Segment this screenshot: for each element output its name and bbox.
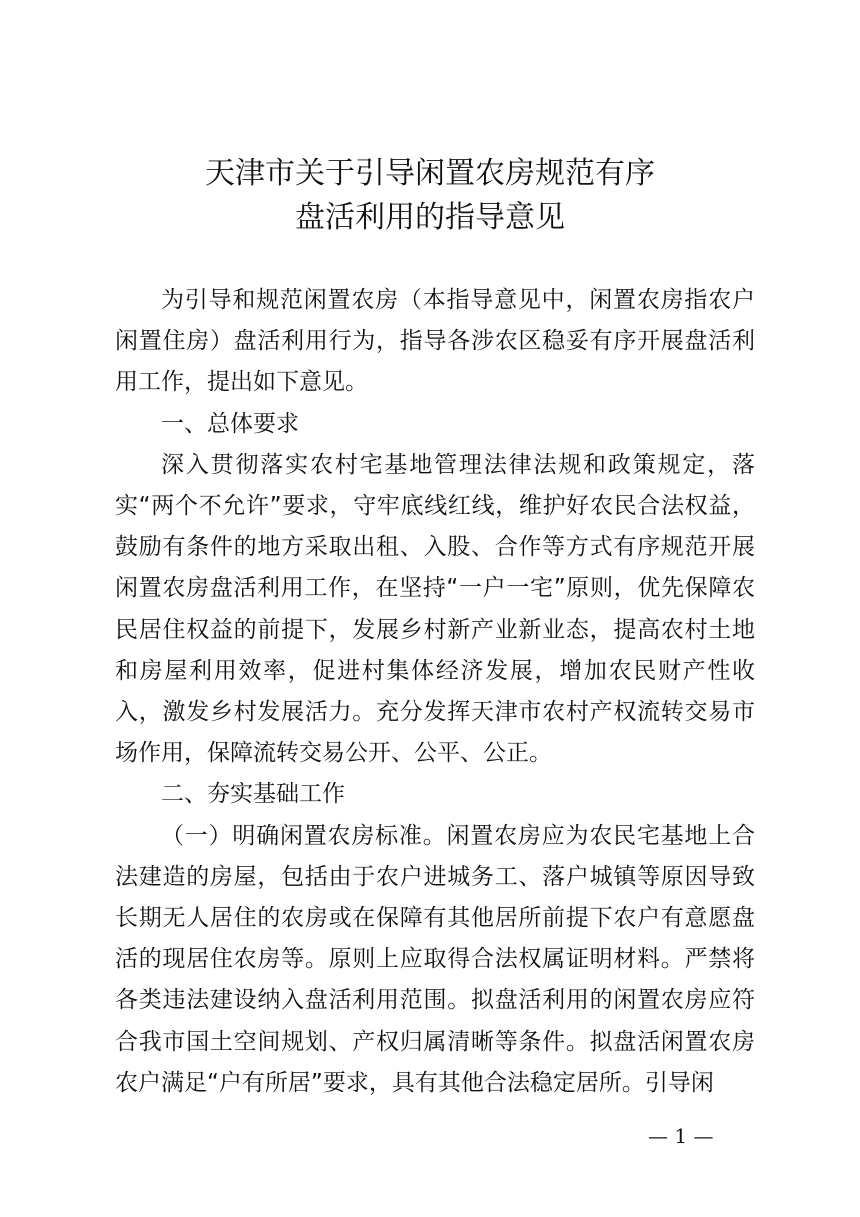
section-heading-foundation-work: 二、夯实基础工作 [161, 781, 345, 808]
document-title-line-2: 盘活利用的指导意见 [295, 200, 565, 235]
general-requirements-paragraph: 深入贯彻落实农村宅基地管理法律法规和政策规定，落实“两个不允许”要求，守牢底线红线，维护好农民合法权益，鼓励有条件的地方采取出租、入股、合作等方式有序规范开展闲置农房盘活利用工作，在坚持“一户一宅”原则，优先保障农民居住权益的前提下，发展乡村新产业新业态，提高农村土地和房屋利用效率，促进村集体经济发展，增加农民财产性收入，激发乡村发展活力。充分发挥天津市农村产权流转交易市场作用，保障流转交易公开、公平、公正。 [115, 451, 755, 767]
document-body [115, 280, 755, 1104]
section-heading-general-requirements: 一、总体要求 [161, 410, 299, 437]
document-title-line-1: 天津市关于引导闲置农房规范有序 [205, 156, 655, 191]
intro-paragraph: 为引导和规范闲置农房（本指导意见中，闲置农房指农户闲置住房）盘活利用行为，指导各涉农区稳妥有序开展盘活利用工作，提出如下意见。 [115, 287, 755, 396]
page-number: — 1 — [648, 1124, 714, 1148]
idle-house-standard-paragraph: （一）明确闲置农房标准。闲置农房应为农民宅基地上合法建造的房屋，包括由于农户进城务工、落户城镇等原因导致长期无人居住的农房或在保障有其他居所前提下农户有意愿盘活的现居住农房等。原则上应取得合法权属证明材料。严禁将各类违法建设纳入盘活利用范围。拟盘活利用的闲置农房应符合我市国土空间规划、产权归属清晰等条件。拟盘活闲置农房农户满足“户有所居”要求，具有其他合法稳定居所。引导闲 [115, 822, 755, 1096]
